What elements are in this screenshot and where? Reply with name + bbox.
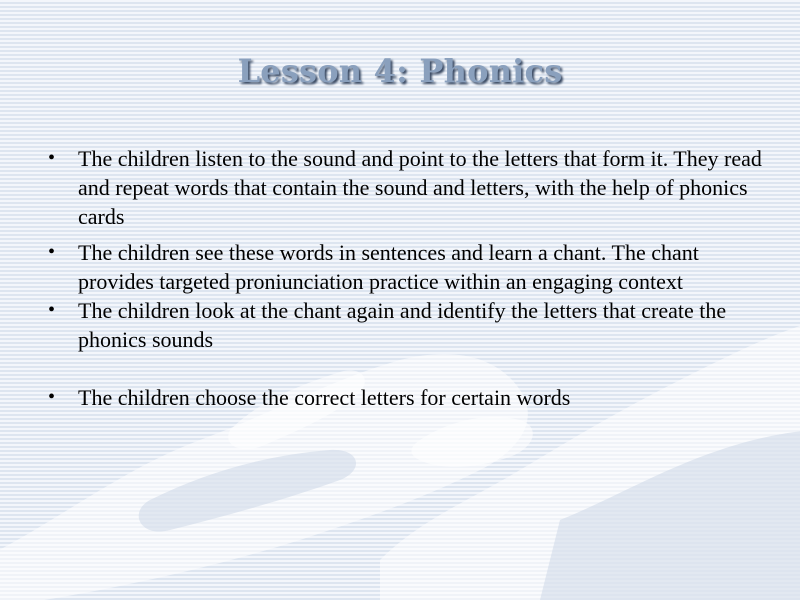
bullet-text: The children see these words in sentences and learn a chant. The chant provides targeted proniunciation practice within an engaging context: [78, 240, 699, 294]
bullet-text: The children look at the chant again and identify the letters that create the phonics sounds: [78, 298, 727, 352]
bullet-text: The children choose the correct letters for certain words: [78, 385, 571, 410]
bullet-item: [40, 144, 780, 231]
bullet-dot-icon: •: [48, 241, 56, 263]
bullet-item: [40, 238, 780, 296]
bullet-list: [40, 144, 780, 412]
bullet-text: The children listen to the sound and point to the letters that form it. They read and repeat words that contain the sound and letters, with the help of phonics cards: [78, 146, 762, 229]
bullet-dot-icon: •: [48, 386, 56, 408]
bullet-dot-icon: •: [48, 299, 56, 321]
bullet-item: [40, 296, 780, 354]
slide-title: Lesson 4: Phonics: [237, 52, 563, 90]
bullet-item: [40, 383, 780, 412]
bullet-dot-icon: •: [48, 147, 56, 169]
